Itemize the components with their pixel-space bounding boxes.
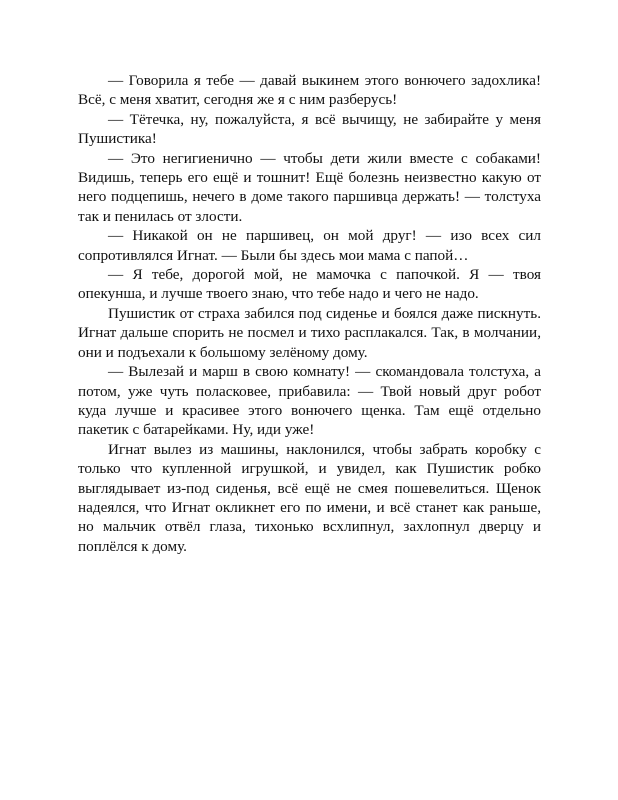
paragraph-2: — Тётечка, ну, пожалуйста, я всё вычищу, не забирайте у меня Пушистика! <box>78 110 541 148</box>
paragraph-8: Игнат вылез из машины, наклонился, чтобы забрать коробку с только что купленной игрушкой, и увидел, как Пушистик робко выглядывает из-под сиденья, всё ещё не смея пошевелиться. Щенок надеялся, что Игнат окликнет его по имени, и всё станет как раньше, но мальчик отвёл глаза, тихонько всхлипнул, захлопнул дверцу и поплёлся к дому. <box>78 440 541 555</box>
paragraph-4: — Никакой он не паршивец, он мой друг! — изо всех сил сопротивлялся Игнат. — Были бы здесь мои мама с папой… <box>78 227 541 264</box>
paragraph-5: — Я тебе, дорогой мой, не мамочка с папочкой. Я — твоя опекунша, и лучше твоего знаю, что тебе надо и чего не надо. <box>78 266 541 303</box>
paragraph-1: — Говорила я тебе — давай выкинем этого вонючего задохлика! Всё, с меня хватит, сегодня же я с ним разберусь! <box>78 72 541 109</box>
paragraph-7: — Вылезай и марш в свою комнату! — скомандовала толстуха, а потом, уже чуть поласковее, прибавила: — Твой новый друг робот куда лучше и красивее этого вонючего щенка. Там ещё отдельно пакетик с батарейками. Ну, иди уже! <box>78 363 541 439</box>
paragraph-6: Пушистик от страха забился под сиденье и боялся даже пискнуть. Игнат дальше спорить не посмел и тихо расплакался. Так, в молчании, они и подъехали к большому зелёному дому. <box>78 304 541 361</box>
body-text <box>78 71 541 556</box>
paragraph-3: — Это негигиенично — чтобы дети жили вместе с собаками! Видишь, теперь его ещё и тошнит! Ещё болезнь неизвестно какую от него подцепишь, нечего в доме такого паршивца держать! — толстуха так и пенилась от злости. <box>78 149 541 225</box>
